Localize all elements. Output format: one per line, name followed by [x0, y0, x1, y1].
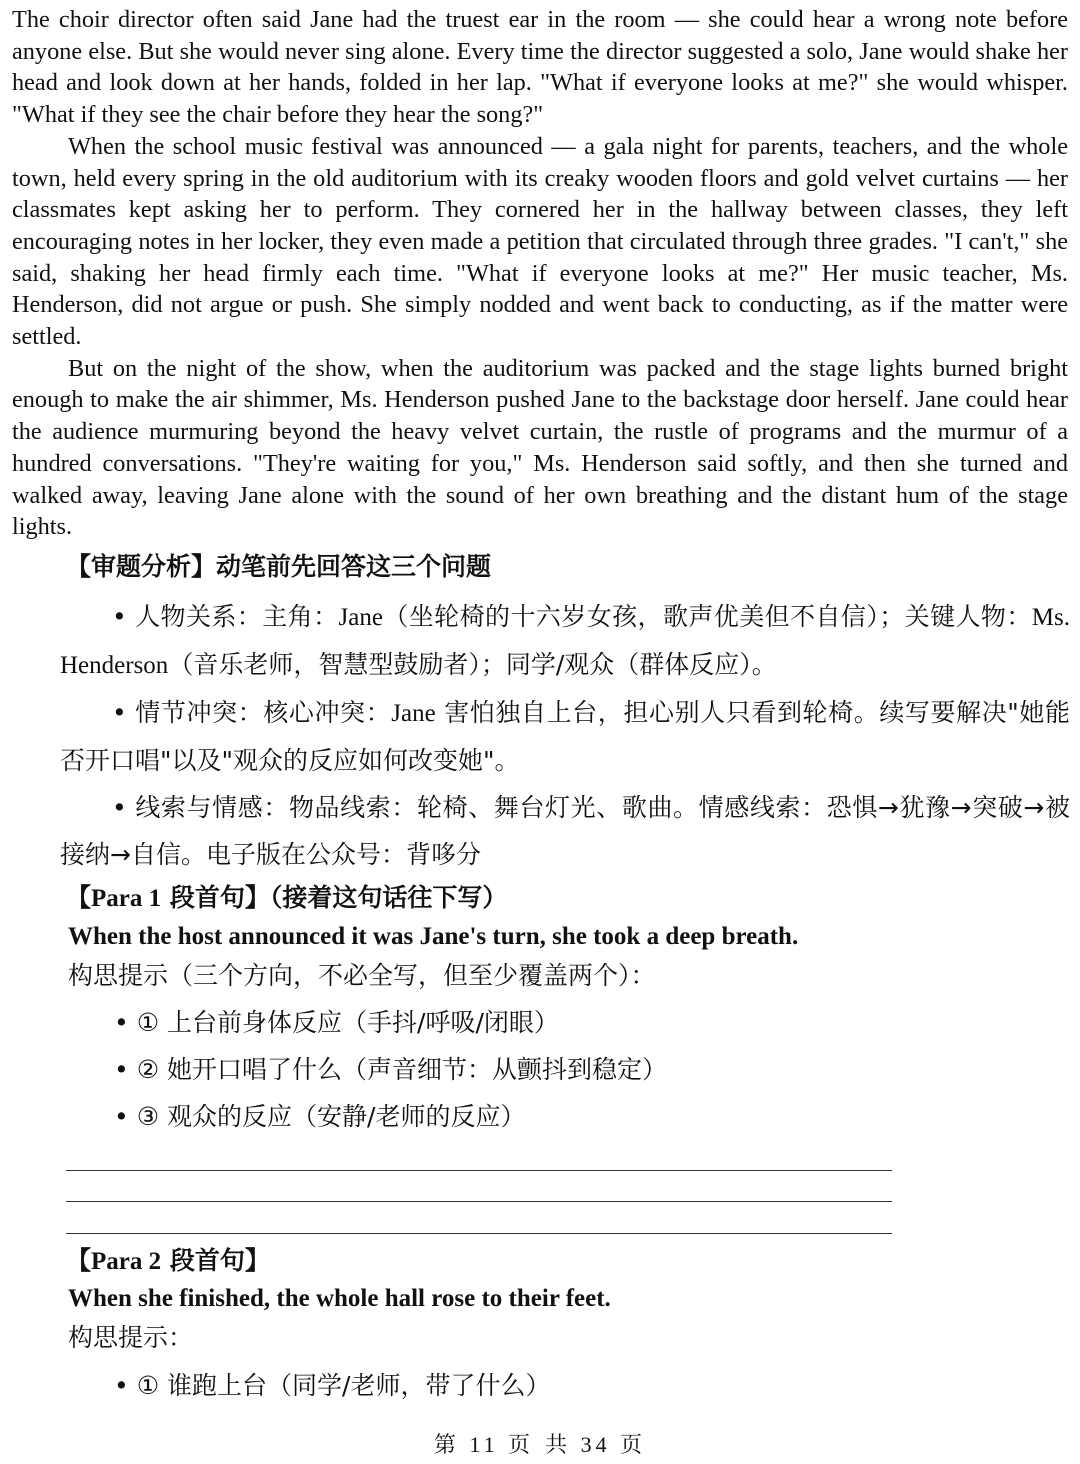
bullet: •	[112, 602, 127, 631]
bracket: 【	[66, 883, 92, 912]
bullet: •	[112, 698, 127, 727]
item-text: 线索与情感：物品线索：轮椅、舞台灯光、歌曲。情感线索：恐惧→犹豫→突破→被接纳→自信。电子版在公众号：背哆分	[60, 793, 1070, 869]
total-pages: 34	[580, 1432, 611, 1457]
story-paragraph: When the school music festival was announced — a gala night for parents, teachers, and the whole town, held every spring in the old auditorium with its creaky wooden floors and gold velvet curtains — her classmates kept asking her to perform. They cornered her in the hallway between classes, they left encouraging notes in her locker, they even made a petition that circulated through three grades. "I can't," she said, shaking her head firmly each time. "What if everyone looks at me?" Her music teacher, Ms. Henderson, did not argue or push. She simply nodded and went back to conducting, as if the matter were settled.	[12, 132, 1068, 351]
character-name: Ms. Henderson	[60, 604, 1070, 679]
para2-first-sentence: When she finished, the whole hall rose to their feet.	[68, 1285, 611, 1312]
item-lead: 情节冲突：核心冲突：	[135, 698, 392, 727]
analysis-item-characters	[60, 593, 1070, 689]
para1-hint-1: • ① 上台前身体反应（手抖/呼吸/闭眼）	[114, 1008, 559, 1037]
story-paragraph: But on the night of the show, when the auditorium was packed and the stage lights burned bright enough to make the air shimmer, Ms. Henderson pushed Jane to the backstage door herself. Jane could hear the audience murmuring beyond the heavy velvet curtain, the rustle of programs and the murmur of a hundred conversations. "They're waiting for you," Ms. Henderson said softly, and then she turned and walked away, leaving Jane alone with the sound of her own breathing and the distant hum of the stage lights.	[12, 354, 1068, 541]
para2-hint-1: • ① 谁跑上台（同学/老师，带了什么）	[114, 1371, 551, 1400]
footer-text: 页	[620, 1433, 647, 1458]
page-number: 11	[469, 1432, 499, 1457]
para1-hint-label: 构思提示（三个方向，不必全写，但至少覆盖两个）：	[68, 961, 656, 990]
para-label: Para 1	[91, 885, 162, 912]
para2-heading	[66, 1244, 270, 1279]
para2-hint-label: 构思提示：	[68, 1323, 194, 1352]
footer-text: 页 共	[508, 1433, 572, 1458]
heading-text: 段首句】（接着这句话往下写）	[161, 883, 508, 912]
analysis-list	[60, 593, 1070, 878]
analysis-item-conflict	[60, 689, 1070, 784]
answer-line[interactable]	[66, 1233, 892, 1234]
character-name: Jane	[391, 700, 436, 727]
item-lead: 人物关系：主角：	[135, 602, 339, 631]
character-name: Jane	[338, 604, 383, 631]
analysis-heading: 【审题分析】动笔前先回答这三个问题	[66, 552, 492, 581]
item-text: （音乐老师，智慧型鼓励者）；同学/观众（群体反应）。	[168, 650, 777, 679]
para1-first-sentence: When the host announced it was Jane's turn, she took a deep breath.	[68, 923, 799, 950]
item-text: （坐轮椅的十六岁女孩，歌声优美但不自信）；关键人物：	[382, 602, 1032, 631]
para-label: Para 2	[91, 1248, 162, 1275]
answer-line[interactable]	[66, 1201, 892, 1202]
analysis-item-clues	[60, 784, 1070, 878]
story-paragraph: The choir director often said Jane had the truest ear in the room — she could hear a wrong note before anyone else. But she would never sing alone. Every time the director suggested a solo, Jane would shake her head and look down at her hands, folded in her lap. "What if everyone looks at me?" she would whisper. "What if they see the chair before they hear the song?"	[12, 6, 1068, 129]
answer-line[interactable]	[66, 1170, 892, 1171]
footer-text: 第	[433, 1433, 460, 1458]
heading-text: 段首句】	[161, 1246, 270, 1275]
page-footer	[0, 1430, 1080, 1461]
item-text: 害怕独自上台，担心别人只看到轮椅。续写要解决"她能否开口唱"以及"观众的反应如何改变她"。	[60, 698, 1070, 775]
para1-hint-3: • ③ 观众的反应（安静/老师的反应）	[114, 1102, 526, 1131]
bracket: 【	[66, 1246, 92, 1275]
story-passage	[12, 4, 1068, 543]
bullet: •	[112, 793, 127, 822]
para1-heading	[66, 881, 507, 916]
para1-hint-2: • ② 她开口唱了什么（声音细节：从颤抖到稳定）	[114, 1055, 668, 1084]
